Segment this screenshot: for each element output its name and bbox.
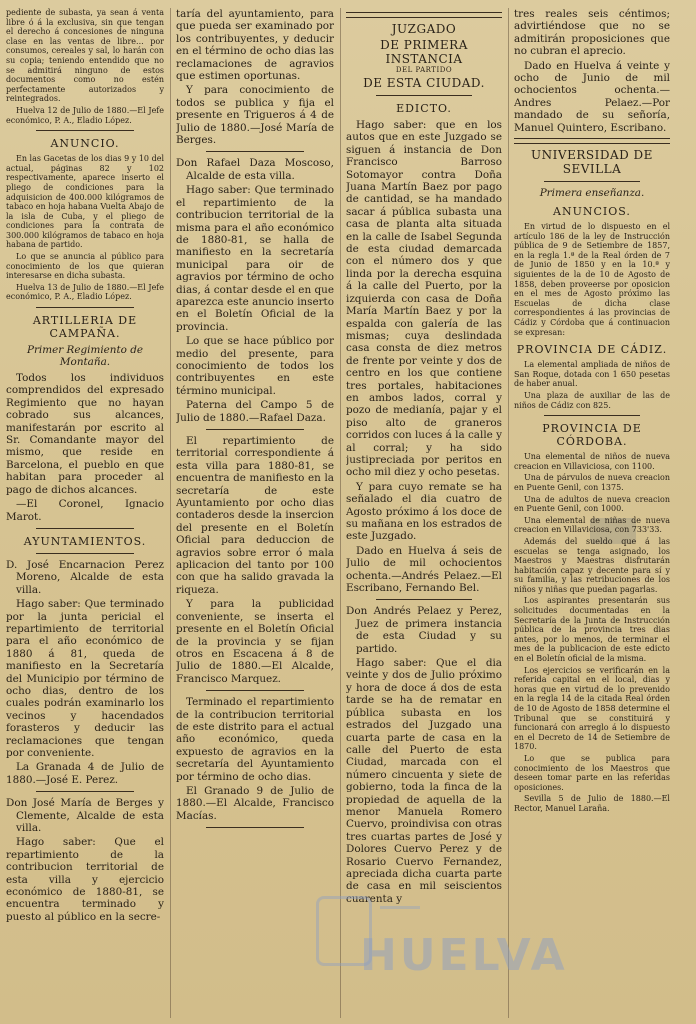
text-block: Los aspirantes presentarán sus solicitudes documentadas en la Secretaría de la Junta de Instrucción pública de la provincia tres dias antes, por lo menos, de terminar el mes de la publicacion de este edicto en el Boletín oficial de la misma. [514, 596, 670, 664]
signature-line: Huelva 12 de Julio de 1880.—El Jefe económico, P. A., Eladio López. [6, 105, 164, 125]
text-block: Una de adultos de nueva creacion en Puente Genil, con 1000. [514, 494, 670, 514]
text-block: En virtud de lo dispuesto en el artículo 186 de la ley de Instrucción pública de 9 de Setiembre de 1857, en la regla 1.ª de la Real órden de 7 de Junio de 1850 y en la 10.ª y siguientes de la de 10 de Agosto de 1858, deben proveerse por oposicion en el mes de Agosto próximo las Escuelas de dicha clase correspondientes á las provincias de Cádiz y Córdoba que á continuacion se expresan: [514, 222, 670, 337]
text-block: Hago saber: Que el repartimiento de la contribucion territorial de esta villa y ejercicio económico de 1880-81, se encuentra terminado y puesto al público en la secre- [6, 836, 164, 923]
text-block: Hago saber: Que terminado por la junta pericial el repartimiento de territorial para el año económico de 1880 á 81, queda de manifiesto en la Secretaría del Municipio por término de ocho dias, dentro de los cuales podrán examinarlo los vecinos y hacendados forasteros y deducir las reclamaciones que tengan por conveniente. [6, 598, 164, 759]
section-divider [544, 181, 640, 182]
section-divider [36, 130, 134, 131]
section-title-universidad: UNIVERSIDAD DE SEVILLA [531, 148, 653, 177]
notice-heading: Don José María de Berges y Clemente, Alcalde de esta villa. [6, 797, 164, 835]
section-title-anuncio: ANUNCIO. [50, 137, 120, 151]
section-subtitle: Primera enseñanza. [539, 187, 645, 200]
province-title-cordoba: PROVINCIA DE CÓRDOBA. [542, 422, 642, 449]
section-divider [36, 791, 134, 792]
text-block: Los ejercicios se verificarán en la referida capital en el local, dias y horas que en virtud de lo prevenido en la regla 14 de la citada Real órden de 10 de Agosto de 1858 determine el Tribunal que se constituirá y funcionará con arreglo á lo dispuesto en el Decreto de 14 de Setiembre de 1870. [514, 665, 670, 752]
text-block: Una elemental de niños de nueva creacion en Villaviciosa, con 1100. [514, 452, 670, 471]
section-title-juzgado: JUZGADO [391, 22, 457, 36]
text-block: Una elemental de niñas de nueva creacion en Villaviciosa, con 733'33. [514, 515, 670, 535]
text-block: pediente de subasta, ya sean á venta libre ó á la exclusiva, sin que tengan el derecho á concesiones de ninguna clase en las ventas de libre... por consumos, cereales y sal, lo harán con su copia; teniendo entendido que no se admitirá ninguno de estos documentos como no estén perfectamente autorizados y reintegrados. [6, 8, 164, 104]
signature-line: Huelva 13 de Julio de 1880.—El Jefe económico, P. A., Eladio López. [6, 282, 164, 302]
text-block: Terminado el repartimiento de la contribucion territorial de este distrito para el actual año económico, queda expuesto de agravios en la secretaría del Ayuntamiento por término de ocho dias. [176, 696, 334, 783]
section-divider [206, 827, 304, 828]
notice-heading: Don Andrés Pelaez y Perez, Juez de primera instancia de esta Ciudad y su partido. [346, 605, 502, 655]
text-block: Lo que se hace público por medio del presente, para conocimiento de todos los contribuyentes en este término municipal. [176, 335, 334, 397]
section-divider [376, 95, 472, 96]
section-divider [206, 690, 304, 691]
text-block: taría del ayuntamiento, para que pueda ser examinado por los contribuyentes, y deducir en el término de ocho dias las reclamaciones de agravios que estimen oportunas. [176, 8, 334, 83]
column-4 [514, 8, 670, 1018]
column-1 [6, 8, 164, 1018]
section-divider [544, 415, 640, 416]
text-block: Todos los individuos comprendidos del expresado Regimiento que no hayan cobrado sus alcances, manifestarán por escrito al Sr. Comandante mayor del mismo, que reside en Barcelona, el pueblo en que habitan para proceder al pago de dichos alcances. [6, 372, 164, 496]
signature-line: La Granada 4 de Julio de 1880.—José E. Perez. [6, 761, 164, 786]
double-rule [514, 138, 670, 144]
text-block: Hago saber: que en los autos que en este Juzgado se siguen á instancia de Don Francisco Barroso Sotomayor contra Doña Juana Martín Baez por pago de cantidad, se ha mandado sacar á pública subasta una casa de planta alta situada en la calle de Isabel Segunda de esta ciudad demarcada con el número dos y que linda por la derecha esquina á la calle del Puerto, por la izquierda con casa de Doña María Martín Baez y por la espalda con galería de las mismas; cuya deslindada casa consta de diez metros de frente por veinte y dos de centro en los que contiene tres portales, habitaciones en ambos lados, corral y pozo de medianía, pajar y el piso alto de graneros corridos con luces á la calle y al corral; y ha sido justipreciada por peritos en ocho mil diez y ocho pesetas. [346, 119, 502, 479]
province-title-cadiz: PROVINCIA DE CÁDIZ. [516, 343, 668, 357]
edicto-title: EDICTO. [396, 102, 452, 115]
section-divider [206, 429, 304, 430]
section-title-juzgado-2: DE PRIMERA INSTANCIA [380, 38, 468, 66]
notice-heading: D. José Encarnacion Perez Moreno, Alcalde de esta villa. [6, 558, 164, 596]
text-block: Hago saber: Que terminado el repartimiento de la contribucion territorial de la misma para el año económico de 1880-81, se halla de manifiesto en la secretaría municipal para oir de agravios por término de ocho dias, á contar desde el en que aparezca este anuncio inserto en el Boletín Oficial de la provincia. [176, 184, 334, 333]
text-block: Y para la publicidad conveniente, se inserta el presente en el Boletín Oficial de la provincia y se fijan otros en Escacena á 8 de Julio de 1880.—El Alcalde, Francisco Marquez. [176, 598, 334, 685]
section-title-juzgado-3: DEL PARTIDO [395, 66, 453, 74]
watermark-text: HUELVA [360, 930, 568, 981]
signature-line: Dado en Huelva á veinte y ocho de Junio de mil ochocientos ochenta.—Andres Pelaez.—Por mandado de su señoría, Manuel Quintero, Escribano. [514, 59, 670, 134]
column-3 [346, 8, 502, 1018]
signature-line: —El Coronel, Ignacio Marot. [6, 498, 164, 523]
notice-heading: Don Rafael Daza Moscoso, Alcalde de esta villa. [176, 157, 334, 182]
text-block: Una de párvulos de nueva creacion en Puente Genil, con 1375. [514, 473, 670, 492]
column-2 [176, 8, 334, 1018]
signature-line: Paterna del Campo 5 de Julio de 1880.—Rafael Daza. [176, 399, 334, 424]
section-subtitle: Primer Regimiento de Montaña. [26, 344, 144, 369]
text-block: Una plaza de auxiliar de las de niños de Cádiz con 825. [514, 390, 670, 410]
column-rule [508, 8, 509, 1018]
signature-line: Sevilla 5 de Julio de 1880.—El Rector, Manuel Laraña. [514, 794, 670, 813]
text-block: Y para cuyo remate se ha señalado el dia cuatro de Agosto próximo á los doce de su mañana en los estrados de este Juzgado. [346, 480, 502, 543]
column-rule [170, 8, 171, 1018]
watermark-mark [380, 906, 420, 925]
section-divider [36, 307, 134, 308]
section-divider [376, 599, 472, 600]
text-block: Y para conocimiento de todos se publica y fija el presente en Trigueros á 4 de Julio de 1880.—José María de Berges. [176, 84, 334, 147]
double-rule [346, 12, 502, 18]
text-block: El repartimiento de territorial correspondiente á esta villa para 1880-81, se encuentra de manifiesto en la secretaría de este Ayuntamiento por ocho dias contaderos desde la insercion del presente en el Boletín Oficial para deduccion de agravios sobre error ó mala aplicacion del tanto por 100 con que ha salido gravada la riqueza. [176, 435, 334, 596]
section-title-juzgado-4: DE ESTA CIUDAD. [363, 76, 485, 90]
text-block: tres reales seis céntimos; advirtiéndose que no se admitirán proposiciones que no cubran el aprecio. [514, 8, 670, 58]
text-block: La elemental ampliada de niños de San Roque, dotada con 1 650 pesetas de haber anual. [514, 360, 670, 389]
text-block: Lo que se publica para conocimiento de los Maestros que deseen tomar parte en las referidas oposiciones. [514, 753, 670, 792]
anuncios-title: ANUNCIOS. [553, 205, 631, 219]
section-divider [206, 151, 304, 152]
text-block: En las Gacetas de los dias 9 y 10 del actual, páginas 82 y 102 respectivamente, aparece inserto el pliego de condiciones para la adquisicion de 400.000 kilógramos de tabaco en hoja habana Vuelta Abajo de la isla de Cuba, y el pliego de condiciones para la contrata de 300.000 kilógramos de tabaco en hoja habana de partido. [6, 154, 164, 250]
text-block: Además del sueldo que á las escuelas se tenga asignado, los Maestros y Maestras disfrutarán habitación capaz y decente para sí y su familia, y las retribuciones de los niños y niñas que puedan pagarlas. [514, 536, 670, 594]
section-title-artilleria: ARTILLERIA DE CAMPAÑA. [32, 314, 138, 341]
section-title-ayuntamientos: AYUNTAMIENTOS. [23, 534, 147, 548]
column-rule [340, 8, 341, 1018]
section-divider [36, 528, 134, 529]
signature-line: Dado en Huelva á seis de Julio de mil ochocientos ochenta.—Andrés Pelaez.—El Escribano, Fernando Bel. [346, 544, 502, 595]
text-block: Lo que se anuncia al público para conocimiento de los que quieran interesarse en dicha subasta. [6, 252, 164, 281]
signature-line: El Granado 9 de Julio de 1880.—El Alcalde, Francisco Macías. [176, 784, 334, 822]
section-divider [36, 553, 134, 554]
text-block: Hago saber: Que el dia veinte y dos de Julio próximo y hora de doce á dos de esta tarde se ha de rematar en pública subasta en los estrados del Juzgado una cuarta parte de casa en la calle del Puerto de esta Ciudad, marcada con el número cincuenta y siete de gobierno, toda la finca de la propiedad de aquella de la menor Manuela Romero Cuervo, proindivisa con otras tres cuartas partes de José y Dolores Cuervo Perez y de Rosario Cuervo Fernandez, apreciada dicha cuarta parte de casa en mil seiscientos cuarenta y [346, 657, 502, 905]
